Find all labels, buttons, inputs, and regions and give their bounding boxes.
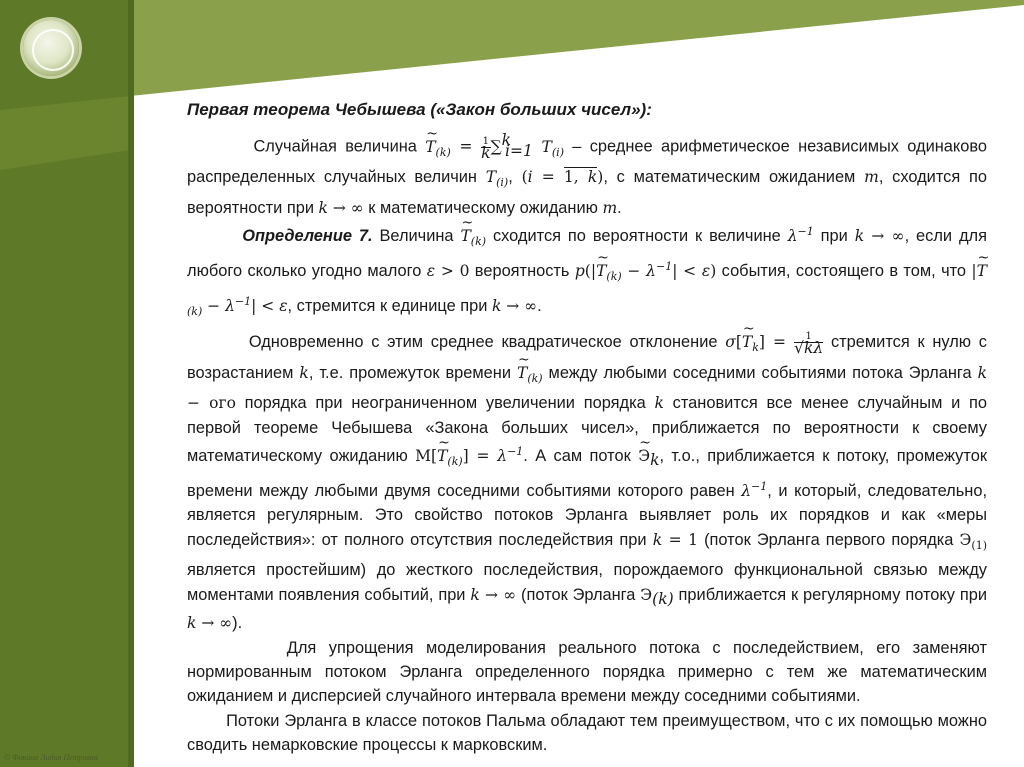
paragraph-chebyshev: Случайная величина ~ $T_{(k)}$ = $\frac{1}{k}$ ∑$^k_{i=1}$ $T_{(i)}$ – среднее арифметическое независимых одинаково распределенных случайных величин $T_{(i)}$, (i = 1, k), с математическим ожиданием m, сходится по вероятности при k → ∞ к математическому ожиданию m.	[187, 128, 987, 220]
paragraph-modeling: Для упрощения моделирования реального потока с последействием, его заменяют нормированным потоком Эрланга определенного порядка примерно с тем же математическим ожиданием и дисперсией случайного интервала времени между соседними событиями.	[187, 638, 987, 706]
paragraph-definition-7: Определение 7. Величина ~ $T_{(k)}$ сходится по вероятности к величине $\lambda^{-1}$ при k → ∞, если для любого сколько угодно малого ε > 0 вероятность p(|~ $T_{(k)} - \lambda^{-1}| < \varepsilon$) события, состоящего в том, что |~ $T_{(k)} - \lambda^{-1}| < \varepsilon$, стремится к единице при k → ∞.	[187, 220, 987, 324]
page-title: Первая теорема Чебышева («Закон больших чисел»):	[187, 100, 652, 119]
round-button-logo	[23, 20, 79, 76]
copyright-footer: © Фокина Лидия Петровна	[4, 753, 98, 762]
document-body	[187, 98, 987, 758]
paragraph-palm-flows: Потоки Эрланга в классе потоков Пальма обладают тем преимуществом, что с их помощью можно сводить немарковские процессы к марковским.	[187, 711, 987, 755]
paragraph-deviation: Одновременно с этим среднее квадратическое отклонение σ[~ $T_k$] = $\frac{1}{√k\lambda}$ стремится к нулю с возрастанием k, т.е. промежуток времени ~ $T_{(k)}$ между любыми соседними событиями потока Эрланга k − ого порядка при неограниченном увеличении порядка k становится все менее случайным и по первой теореме Чебышева «Закона больших чисел», приближается по вероятности к своему математическому ожиданию M[~ $T_{(k)}] = \lambda^{-1}$. А сам поток ~ $Э_k$, т.о., приближается к потоку, промежуток времени между любыми двумя соседними событиями которого равен $\lambda^{-1}$, и который, следовательно, является регулярным. Это свойство потоков Эрланга выявляет роль их порядков и как «меры последействия»: от полного отсутствия последействия при k = 1 (поток Эрланга первого порядка $Э_{(1)}$ является простейшим) до жесткого последействия, порождаемого функциональной связью между моментами появления событий, при k → ∞ (поток Эрланга $Э_{(k)}$ приближается к регулярному потоку при k → ∞).	[187, 330, 987, 635]
